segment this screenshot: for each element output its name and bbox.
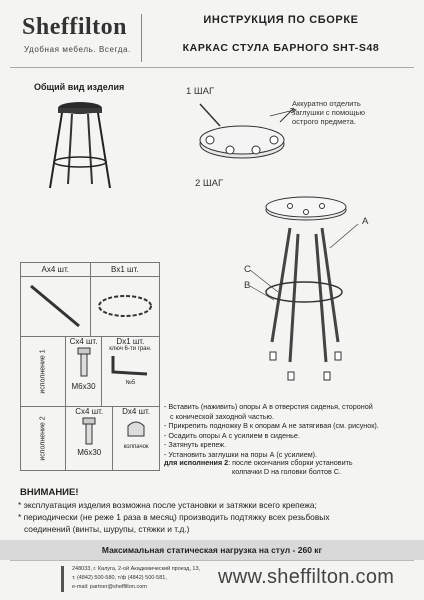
header-divider bbox=[141, 14, 142, 62]
footer-address: 248033, г. Калуга, 2-ой Академический проезд, 13, bbox=[72, 566, 201, 572]
hex-key-number: №5 bbox=[125, 380, 136, 386]
part-c2-count: Cx4 шт. bbox=[75, 407, 104, 416]
variant2-note-line2: колпачки D на головки болтов С. bbox=[232, 467, 341, 476]
variant2-bolt-cell bbox=[66, 407, 113, 471]
step2-assembly-drawing bbox=[230, 192, 370, 392]
variant1-bolt-cell bbox=[66, 337, 101, 407]
part-d1-count: Dx1 шт. bbox=[116, 337, 145, 346]
variant2-cap-cell bbox=[113, 407, 160, 471]
step1-label: 1 ШАГ bbox=[186, 86, 215, 97]
variant2-note bbox=[164, 458, 353, 467]
hex-key-icon bbox=[105, 352, 155, 378]
assembly-instructions bbox=[164, 402, 414, 460]
part-a-cell bbox=[21, 277, 91, 337]
step2-label: 2 ШАГ bbox=[195, 178, 224, 189]
variant1-cell bbox=[21, 337, 66, 407]
parts-table-variant1 bbox=[20, 336, 160, 407]
brand-logo: Sheffilton bbox=[22, 14, 128, 40]
stool-general-view bbox=[40, 96, 120, 196]
instruction-line: - Затянуть крепеж. bbox=[164, 440, 227, 450]
footer-email[interactable]: e-mail: partner@sheffilton.com bbox=[72, 584, 147, 590]
max-load-text: Максимальная статическая нагрузка на стул - 260 кг bbox=[101, 545, 323, 555]
hex-key-label: ключ 6-ти гран. bbox=[109, 346, 152, 352]
variant1-key-cell bbox=[101, 337, 159, 407]
warning-line: соединений (винты, шурупы, стяжки и т.д.) bbox=[24, 524, 190, 534]
part-b-cell bbox=[90, 277, 160, 337]
cap-label: колпачок bbox=[123, 444, 149, 450]
doc-title: ИНСТРУКЦИЯ ПО СБОРКЕ bbox=[203, 14, 359, 26]
bolt-icon bbox=[74, 416, 104, 446]
instruction-line: - Установить заглушки на поры А (с усилием). bbox=[164, 449, 318, 459]
part-d2-count: Dx4 шт. bbox=[122, 407, 150, 416]
general-view-label: Общий вид изделия bbox=[34, 82, 125, 92]
leg-tube-icon bbox=[25, 280, 85, 332]
part-c1-count: Cx4 шт. bbox=[69, 337, 98, 346]
brand-tagline: Удобная мебель. Всегда. bbox=[24, 45, 131, 54]
parts-table-ab bbox=[20, 262, 160, 337]
parts-table-variant2 bbox=[20, 406, 160, 471]
part-b-count: Bx1 шт. bbox=[90, 263, 160, 277]
warning-line: * эксплуатация изделия возможна после установки и затяжки всего крепежа; bbox=[18, 500, 317, 510]
instruction-line: - Вставить (наживить) опоры А в отверстия сиденья, стороной bbox=[164, 402, 373, 411]
header-rule bbox=[10, 67, 414, 68]
cap-icon bbox=[121, 416, 151, 442]
instruction-line: - Осадить опоры А с усилием в сиденье. bbox=[164, 430, 300, 440]
callout-b: B bbox=[244, 280, 251, 291]
variant1-label: исполнение 1 bbox=[39, 349, 47, 394]
step1-note: Аккуратно отделить заглушки с помощью острого предмета. bbox=[292, 99, 365, 126]
product-title: КАРКАС СТУЛА БАРНОГО SHT-S48 bbox=[182, 42, 380, 54]
bolt-icon bbox=[69, 346, 99, 380]
callout-c: C bbox=[244, 264, 251, 275]
footer-phones: т. (4842) 500-580, т/ф (4842) 500-581, bbox=[72, 575, 167, 581]
bolt1-size: M6x30 bbox=[71, 382, 96, 391]
part-a-count: Ax4 шт. bbox=[21, 263, 91, 277]
variant2-note-text: : после окончания сборки установить bbox=[228, 458, 353, 467]
footer-rule bbox=[10, 560, 414, 561]
footer-website-link[interactable]: www.sheffilton.com bbox=[218, 566, 395, 588]
footer-accent-icon bbox=[58, 566, 68, 592]
instruction-line: - Прикрепить подножку В к опорам А не затягивая (см. рисунок). bbox=[164, 421, 379, 431]
variant2-cell bbox=[21, 407, 66, 471]
footrest-ring-icon bbox=[95, 286, 155, 326]
warning-title: ВНИМАНИЕ! bbox=[20, 487, 79, 498]
instruction-line: с конической заходной частью. bbox=[170, 411, 274, 421]
variant2-note-bold: для исполнения 2 bbox=[164, 458, 229, 467]
warning-line: * периодически (не реже 1 раза в месяц) производить подтяжку всех резьбовых bbox=[18, 512, 330, 522]
variant2-label: исполнение 2 bbox=[39, 416, 47, 461]
step1-arrow-icon bbox=[270, 108, 300, 118]
bolt2-size: M6x30 bbox=[77, 448, 102, 457]
callout-a: A bbox=[362, 216, 369, 227]
